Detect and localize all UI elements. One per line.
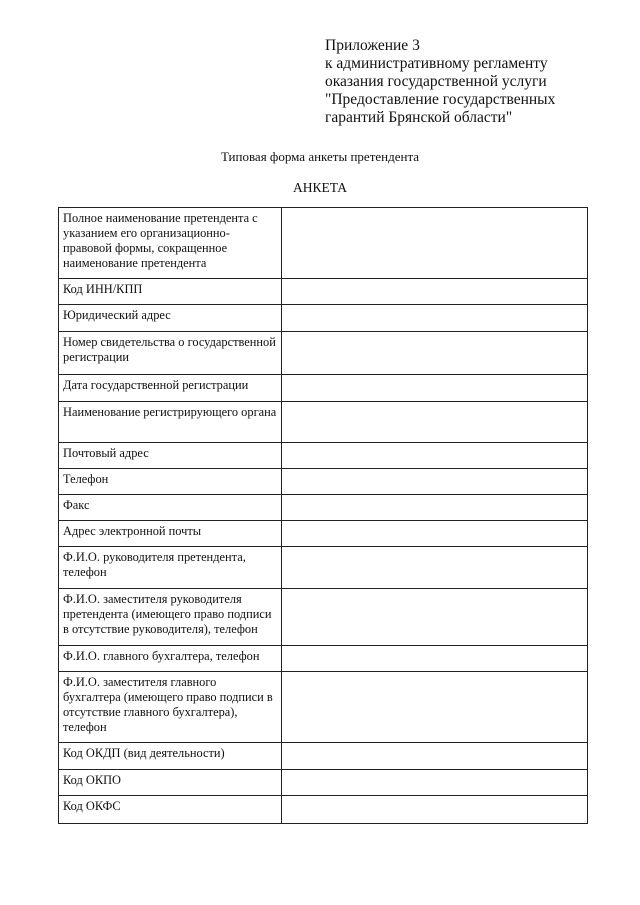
appendix-line: Приложение 3 [325,37,420,54]
row-value-field[interactable] [281,279,587,305]
row-label: Почтовый адрес [59,443,282,469]
table-row [59,646,588,672]
table-row [59,589,588,646]
row-label: Ф.И.О. главного бухгалтера, телефон [59,646,282,672]
row-label: Ф.И.О. заместителя руководителя претендента (имеющего право подписи в отсутствие руководителя), телефон [59,589,282,646]
questionnaire-table [58,207,588,824]
row-value-field[interactable] [281,646,587,672]
table-row [59,469,588,495]
appendix-line: гарантий Брянской области" [325,109,513,126]
table-row [59,743,588,770]
table-row [59,375,588,402]
row-value-field[interactable] [281,402,587,443]
table-row [59,208,588,279]
row-label: Ф.И.О. руководителя претендента, телефон [59,547,282,589]
row-value-field[interactable] [281,305,587,332]
table-row [59,672,588,743]
row-value-field[interactable] [281,495,587,521]
table-row [59,443,588,469]
row-label: Код ОКДП (вид деятельности) [59,743,282,770]
table-row [59,305,588,332]
row-value-field[interactable] [281,521,587,547]
row-value-field[interactable] [281,443,587,469]
appendix-header [325,37,625,127]
row-value-field[interactable] [281,332,587,375]
table-row [59,279,588,305]
table-row [59,495,588,521]
row-label: Код ОКФС [59,796,282,824]
form-type-caption: Типовая форма анкеты претендента [220,149,420,164]
row-value-field[interactable] [281,208,587,279]
row-label: Наименование регистрирующего органа [59,402,282,443]
row-label: Телефон [59,469,282,495]
row-value-field[interactable] [281,672,587,743]
row-value-field[interactable] [281,375,587,402]
appendix-line: "Предоставление государственных [325,91,556,108]
appendix-line: к административному регламенту [325,55,548,72]
row-label: Юридический адрес [59,305,282,332]
row-value-field[interactable] [281,547,587,589]
appendix-line: оказания государственной услуги [325,73,547,90]
row-label: Номер свидетельства о государственной регистрации [59,332,282,375]
row-value-field[interactable] [281,589,587,646]
row-label: Дата государственной регистрации [59,375,282,402]
table-row [59,521,588,547]
table-row [59,796,588,824]
row-label: Код ОКПО [59,770,282,796]
form-title: АНКЕТА [292,180,348,195]
row-label: Ф.И.О. заместителя главного бухгалтера (имеющего право подписи в отсутствие главного бухгалтера), телефон [59,672,282,743]
row-label: Код ИНН/КПП [59,279,282,305]
row-label: Адрес электронной почты [59,521,282,547]
row-value-field[interactable] [281,770,587,796]
row-value-field[interactable] [281,743,587,770]
row-label: Факс [59,495,282,521]
row-label: Полное наименование претендента с указанием его организационно-правовой формы, сокращенное наименование претендента [59,208,282,279]
row-value-field[interactable] [281,796,587,824]
table-row [59,332,588,375]
table-row [59,402,588,443]
row-value-field[interactable] [281,469,587,495]
table-row [59,770,588,796]
table-row [59,547,588,589]
